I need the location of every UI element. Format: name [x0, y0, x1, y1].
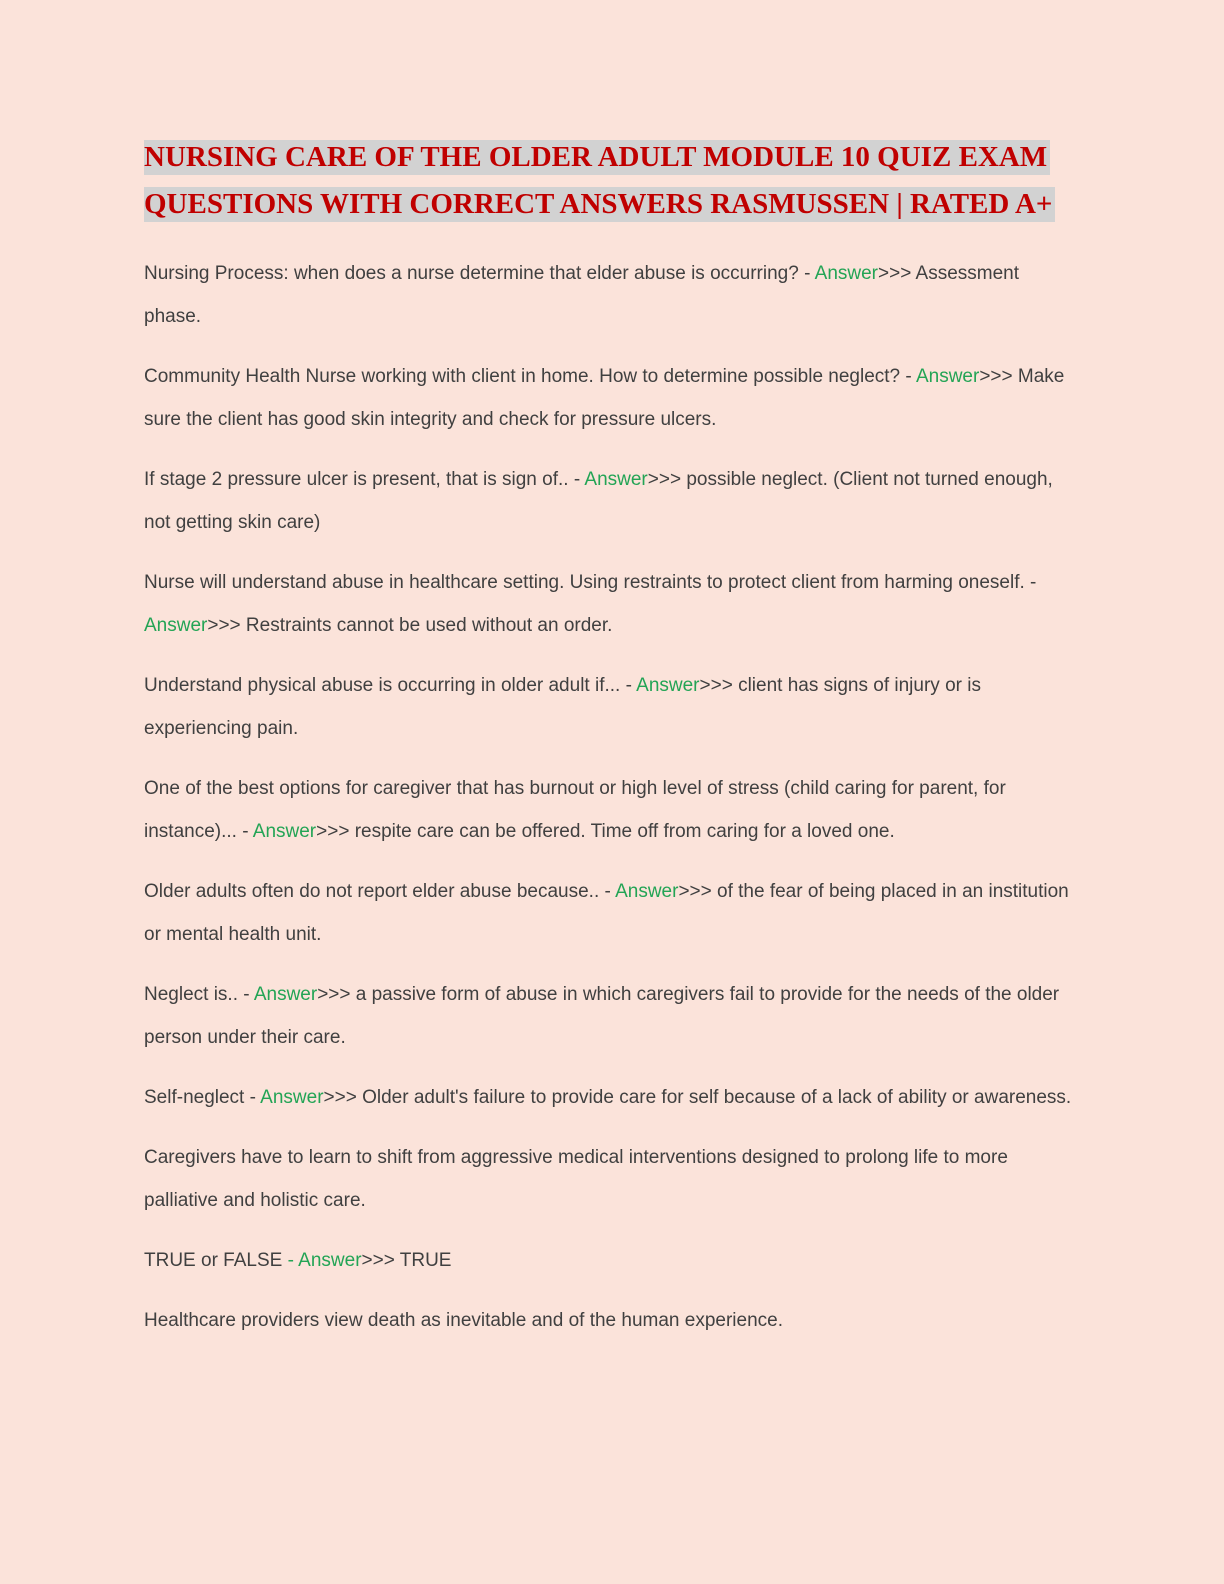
- title-line-2: QUESTIONS WITH CORRECT ANSWERS RASMUSSEN | RATED A+: [144, 187, 1055, 222]
- paragraph-text: Caregivers have to learn to shift from aggressive medical interventions designed to prolong life to more palliative and holistic care.: [144, 1147, 1008, 1211]
- paragraph: [144, 458, 1080, 544]
- paragraph-text: >>> possible neglect. (Client not turned enough, not getting skin care): [144, 469, 1053, 533]
- paragraph-text: Healthcare providers view death as inevitable and of the human experience.: [144, 1310, 783, 1331]
- paragraph: [144, 767, 1080, 853]
- paragraph: [144, 252, 1080, 338]
- paragraph-text: >>> of the fear of being placed in an institution or mental health unit.: [144, 881, 1069, 945]
- paragraph-text: Older adults often do not report elder abuse because.. -: [144, 881, 616, 902]
- answer-label: - Answer: [287, 1250, 362, 1271]
- answer-label: Answer: [584, 469, 648, 490]
- paragraph-text: >>> client has signs of injury or is experiencing pain.: [144, 675, 981, 739]
- paragraph: [144, 561, 1080, 647]
- paragraph-text: >>> Restraints cannot be used without an order.: [207, 615, 613, 636]
- title-line: [144, 186, 1080, 222]
- answer-label: Answer: [144, 615, 208, 636]
- paragraph: [144, 355, 1080, 441]
- title-line-1: NURSING CARE OF THE OLDER ADULT MODULE 10 QUIZ EXAM: [144, 140, 1050, 175]
- paragraph-text: >>> a passive form of abuse in which caregivers fail to provide for the needs of the older person under their care.: [144, 984, 1060, 1048]
- answer-label: Answer: [615, 881, 679, 902]
- paragraph: [144, 1239, 1080, 1282]
- paragraph-text: Self-neglect -: [144, 1087, 261, 1108]
- paragraph-text: Nurse will understand abuse in healthcare setting. Using restraints to protect client from harming oneself. -: [144, 572, 1037, 593]
- title-line: [144, 139, 1080, 175]
- paragraph-text: One of the best options for caregiver that has burnout or high level of stress (child caring for parent, for instance)... -: [144, 778, 1006, 842]
- paragraph-text: Understand physical abuse is occurring in older adult if... -: [144, 675, 637, 696]
- paragraph: [144, 1299, 1080, 1342]
- answer-label: Answer: [636, 675, 700, 696]
- paragraph: [144, 870, 1080, 956]
- paragraph-text: >>> TRUE: [361, 1250, 452, 1271]
- paragraph: [144, 1136, 1080, 1222]
- paragraph-text: >>> Make sure the client has good skin integrity and check for pressure ulcers.: [144, 366, 1065, 430]
- paragraph-text: If stage 2 pressure ulcer is present, that is sign of.. -: [144, 469, 585, 490]
- paragraph-text: >>> Assessment phase.: [144, 263, 1019, 327]
- paragraph-text: Neglect is.. -: [144, 984, 254, 1005]
- document-body: [144, 252, 1080, 1342]
- answer-label: Answer: [253, 984, 318, 1005]
- paragraph-text: Nursing Process: when does a nurse determine that elder abuse is occurring? -: [144, 263, 815, 284]
- answer-label: Answer: [915, 366, 980, 387]
- paragraph-list: [144, 252, 1080, 1342]
- paragraph-text: >>> Older adult's failure to provide care for self because of a lack of ability or awareness.: [323, 1087, 1072, 1108]
- answer-label: Answer: [260, 1087, 324, 1108]
- paragraph-text: TRUE or FALSE: [144, 1250, 288, 1271]
- answer-label: Answer: [252, 821, 317, 842]
- paragraph: [144, 1076, 1080, 1119]
- paragraph-text: Community Health Nurse working with client in home. How to determine possible neglect? -: [144, 366, 916, 387]
- paragraph: [144, 664, 1080, 750]
- answer-label: Answer: [814, 263, 878, 284]
- paragraph: [144, 973, 1080, 1059]
- paragraph-text: >>> respite care can be offered. Time off from caring for a loved one.: [316, 821, 895, 842]
- document-title: [144, 139, 1080, 222]
